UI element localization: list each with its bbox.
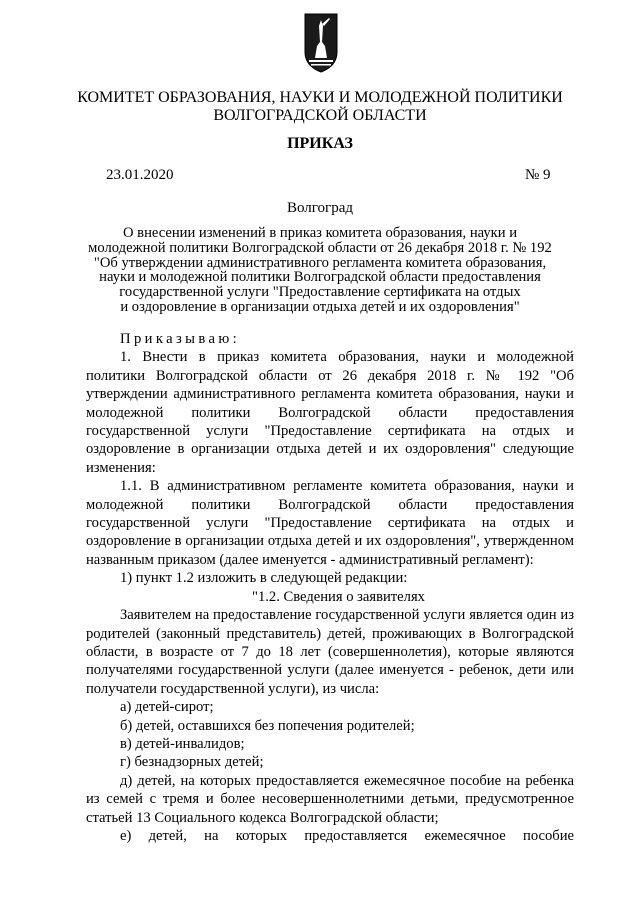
order-title: ПРИКАЗ bbox=[287, 135, 353, 152]
list-item: б) детей, оставшихся без попечения родителей; bbox=[120, 717, 415, 734]
section-heading: "1.2. Сведения о заявителях bbox=[252, 588, 425, 605]
order-body bbox=[86, 330, 574, 845]
subject-line: "Об утверждении административного регламента комитета образования, bbox=[93, 254, 547, 271]
list-item: е) детей, на которых предоставляется ежемесячное пособие bbox=[120, 827, 574, 844]
list-item: а) детей-сирот; bbox=[120, 699, 214, 716]
orders-word: Приказываю: bbox=[120, 331, 241, 347]
order-city: Волгоград bbox=[286, 200, 353, 216]
organization-line-1: КОМИТЕТ ОБРАЗОВАНИЯ, НАУКИ И МОЛОДЕЖНОЙ ПОЛИТИКИ bbox=[77, 89, 563, 106]
organization-name bbox=[60, 89, 580, 125]
order-number: № 9 bbox=[525, 167, 551, 183]
paragraph-1: 1. Внести в приказ комитета образования, науки и молодежной политики Волгоградской области от 26 декабря 2018 г. № 192 "Об утверждении административного регламента комитета образования, науки и молодежной политики Волгоградской области предоставления государственной услуги "Предоставление сертификата на отдых и оздоровление в организации отдыха детей и их оздоровления" следующие изменения: bbox=[86, 349, 574, 476]
list-item: в) детей-инвалидов; bbox=[120, 735, 245, 752]
organization-line-2: ВОЛГОГРАДСКОЙ ОБЛАСТИ bbox=[213, 107, 427, 124]
paragraph-applicant: Заявителем на предоставление государственной услуги является один из родителей (законный представитель) детей, проживающих в Волгоградской области, в возрасте от 7 до 18 лет (совершеннолетия), которые являются получателями государственной услуги (далее именуется - ребенок, дети или получатели государственной услуги), из числа: bbox=[86, 607, 574, 697]
subject-line: науки и молодежной политики Волгоградской области предоставления bbox=[99, 269, 541, 286]
coat-of-arms-icon bbox=[303, 12, 339, 74]
subject-line: О внесении изменений в приказ комитета образования, науки и bbox=[122, 225, 518, 241]
subject-line: государственной услуги "Предоставление сертификата на отдых bbox=[119, 284, 521, 301]
order-subject bbox=[75, 226, 565, 315]
order-date: 23.01.2020 bbox=[106, 167, 174, 183]
list-item: г) безнадзорных детей; bbox=[120, 754, 264, 771]
subject-line: молодежной политики Волгоградской области от 26 декабря 2018 г. № 192 bbox=[88, 239, 552, 256]
paragraph-1-1: 1.1. В административном регламенте комитета образования, науки и молодежной политики Волгоградской области предоставления государственной услуги "Предоставление сертификата на отдых и оздоровление в организации отдыха детей и их оздоровления", утвержденном названным приказом (далее именуется - административный регламент): bbox=[86, 478, 574, 568]
list-item: д) детей, на которых предоставляется ежемесячное пособие на ребенка из семей с тремя и более несовершеннолетними детьми, предусмотренное статьей 13 Социального кодекса Волгоградской области; bbox=[86, 772, 574, 826]
subject-line: и оздоровление в организации отдыха детей и их оздоровления" bbox=[120, 298, 520, 315]
paragraph-1-1-1: 1) пункт 1.2 изложить в следующей редакции: bbox=[120, 570, 408, 587]
